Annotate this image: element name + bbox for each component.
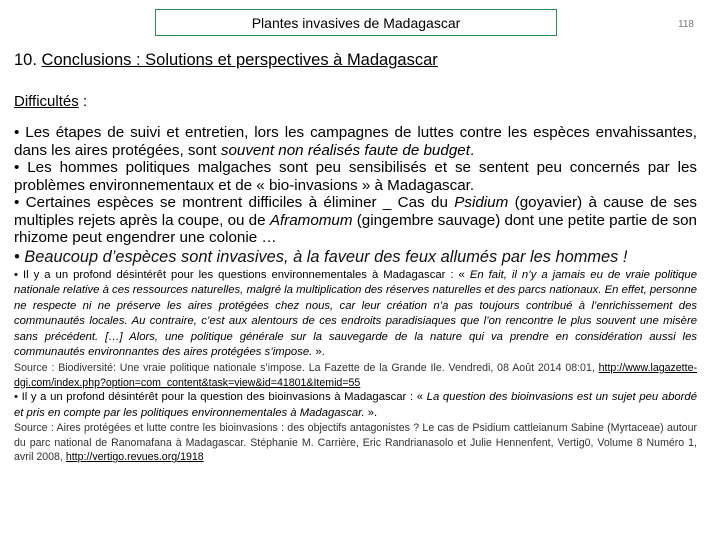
source-vertigo-link[interactable]: http://vertigo.revues.org/1918 xyxy=(65,451,204,464)
bullet-budget: • Les étapes de suivi et entretien, lors les campagnes de luttes contre les espèces envahissantes, dans les aires protégées, sont souvent non réalisés faute de budget. xyxy=(14,124,697,159)
section-number: 10. xyxy=(14,51,42,69)
aframomum-term: Aframomum xyxy=(269,211,353,229)
source-gazette: Source : Biodiversité: Une vraie politique nationale s’impose. La Fazette de la Grande Ile. Vendredi, 08 Août 2014 08:01, http://www.lagazette-dgi.com/index.php?option=com_content&task=view&id=41801&Itemid=55 xyxy=(14,362,697,389)
bullet-desinteret-bioinvasions: • Il y a un profond désintérêt pour la question des bioinvasions à Madagascar : « La question des bioinvasions est un sujet peu abordé et pris en compte par les politiques environnementales à Madagascar. ». xyxy=(14,391,697,419)
page-number: 118 xyxy=(678,19,694,30)
bullet-politiques: • Les hommes politiques malgaches sont peu sensibilisés et se sentent peu concernés par les problèmes environnementaux et de « bio-invasions » à Madagascar. xyxy=(14,159,697,194)
quote-vertigo: La question des bioinvasions est un sujet peu abordé et pris en compte par les politiques environnementales à Madagascar. xyxy=(14,391,697,419)
section-title xyxy=(14,51,438,70)
bullet-feux: • Beaucoup d’espèces sont invasives, à la faveur des feux allumés par les hommes ! xyxy=(14,247,628,266)
source-gazette-link[interactable]: http://www.lagazette-dgi.com/index.php?option=com_content&task=view&id=41801&Itemid=55 xyxy=(14,362,697,389)
section-title-text: Conclusions : Solutions et perspectives à Madagascar xyxy=(41,51,438,69)
bullet-desinteret-questions: • Il y a un profond désintérêt pour les questions environnementales à Madagascar : « En fait, il n’y a jamais eu de vraie politique nationale relative à ces ressources naturelles, malgré la multiplication des réserves naturelles et des parcs nationaux. En effet, personne ne respecte ni ne préserve les aires protégées chez nous, car leur création n’a pas toujours contribué à l’enrichissement des communautés locales. Au contraire, c’est aux alentours de ces endroits paradisiaques que l’on rencontre le plus souvent une misère sans précédent. […] Alors, une politique générale sur la sauvegarde de la nature qui va prendre en considération aussi les communautés environnantes des aires protégées s’impose. ». xyxy=(14,268,697,359)
difficultes-heading xyxy=(14,93,87,110)
bullet-budget-emphasis: souvent non réalisés faute de budget xyxy=(220,141,470,159)
header-title: Plantes invasives de Madagascar xyxy=(251,14,461,31)
content-body xyxy=(14,124,697,465)
psidium-term: Psidium xyxy=(454,194,509,211)
source-vertigo: Source : Aires protégées et lutte contre les bioinvasions : des objectifs antagonistes ? Le cas de Psidium cattleianum Sabine (Myrtaceae) autour du parc national de Ranomafana à Madagascar. Stéphanie M. Carrière, Eric Randrianasolo et Julie Hennenfent, Vertig0, Volume 8 Numéro 1, avril 2008, http://vertigo.revues.org/1918 xyxy=(14,422,697,464)
difficultes-label: Difficultés xyxy=(14,93,79,110)
quote-gazette: En fait, il n’y a jamais eu de vraie politique nationale relative à ces ressources naturelles, malgré la multiplication des réserves naturelles et des parcs nationaux. En effet, personne ne respecte ni ne préserve les aires protégées chez nous, car leur création n’a pas toujours contribué à l’enrichissement des communautés locales. Au contraire, c’est aux alentours de ces endroits paradisiaques que l’on rencontre le plus souvent une misère sans précédent. […] Alors, une politique générale sur la sauvegarde de la nature qui va prendre en considération aussi les communautés environnantes des aires protégées s’impose. xyxy=(14,268,697,359)
difficultes-suffix: : xyxy=(78,93,88,110)
slide-header xyxy=(155,9,557,36)
bullet-especes-difficiles: • Certaines espèces se montrent difficiles à éliminer _ Cas du Psidium (goyavier) à cause de ses multiples rejets après la coupe, ou de Aframomum (gingembre sauvage) dont une petite partie de son rhizome peut engendrer une colonie … xyxy=(14,194,697,246)
